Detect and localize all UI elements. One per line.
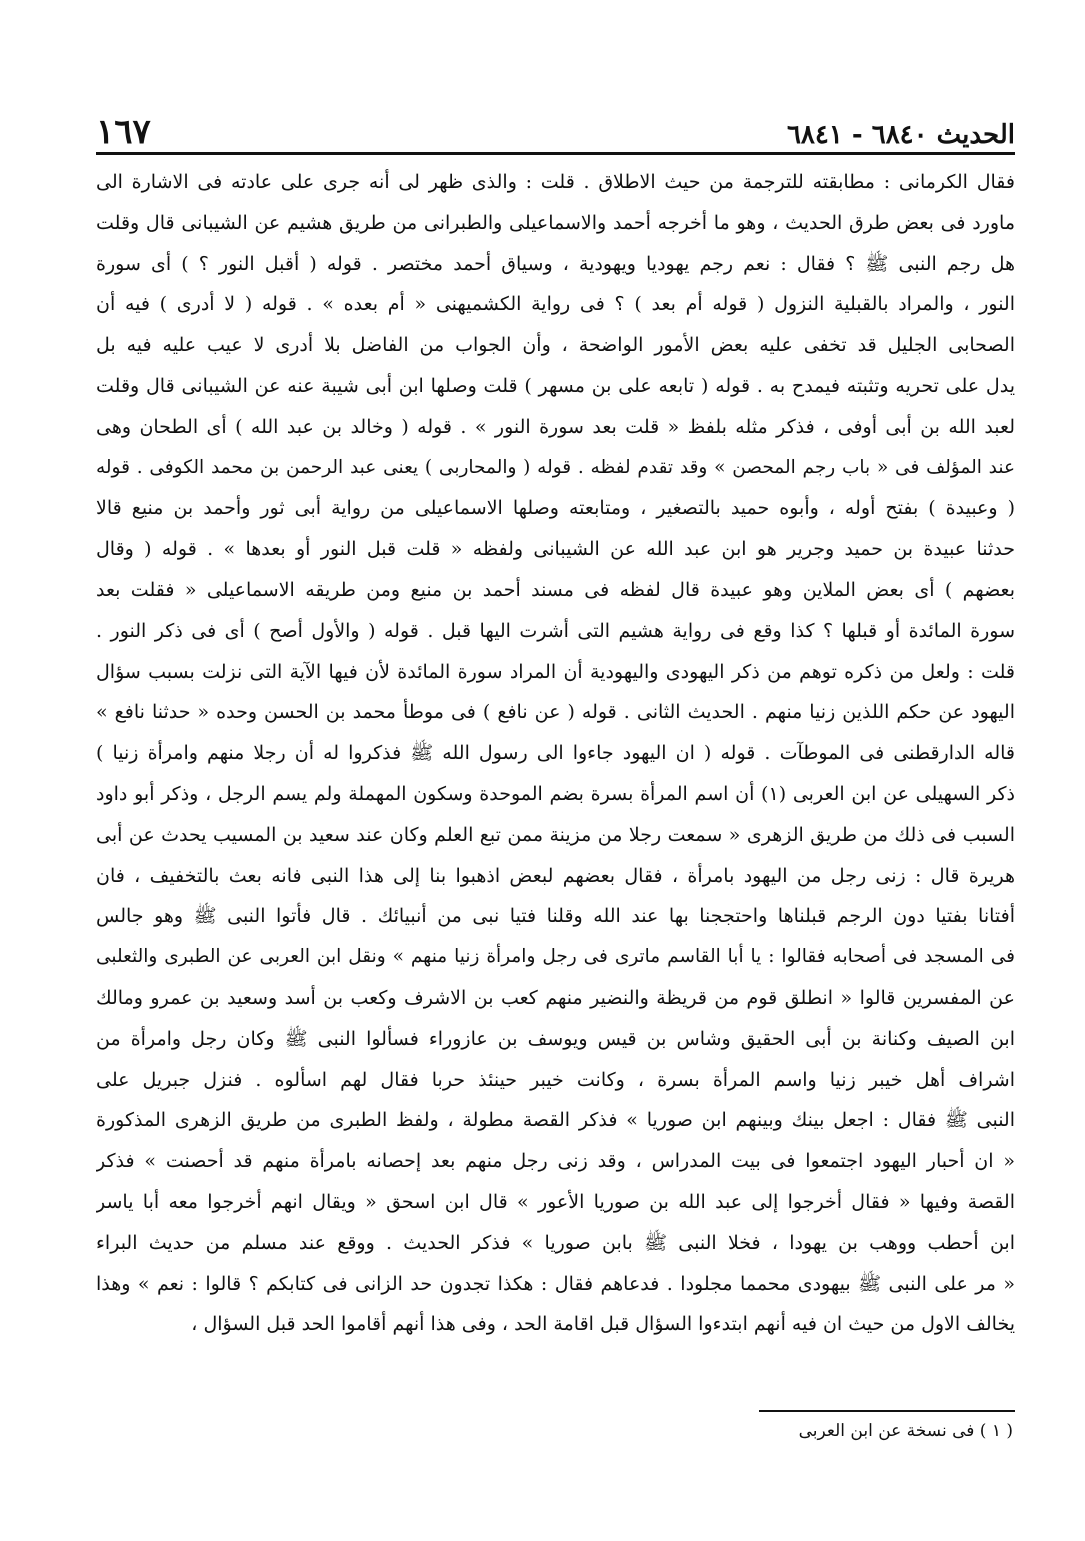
text-line: ابن أحطب ووهب بن يهودا ، فخلا النبى ﷺ بابن صوريا » فذكر الحديث . ووقع عند مسلم من حديث البراء — [96, 1231, 1015, 1254]
page-header — [96, 108, 1015, 152]
text-line: فقال الكرمانى : مطابقته للترجمة من حيث الاطلاق . قلت : والذى ظهر لى أنه جرى على عادته فى الاشارة الى — [96, 171, 1015, 193]
footnote: ( ١ ) فى نسخة عن ابن العربى — [798, 1421, 1013, 1441]
text-line: يخالف الاول من حيث ان فيه أنهم ابتدءوا السؤال قبل اقامة الحد ، وفى هذا أنهم أقاموا الحد قبل السؤال ، — [191, 1313, 1015, 1336]
text-line: النور ، والمراد بالقبلية النزول ( قوله أم بعد ) ؟ فى رواية الكشميهنى « أم بعده » . قوله ( لا أدرى ) فيه أن — [96, 293, 1015, 316]
text-line: اشراف أهل خيبر زنيا واسم المرأة بسرة ، وكانت خيبر حينئذ حربا فقال لهم اسألوه . فنزل جبريل على — [96, 1068, 1015, 1091]
text-line: عن المفسرين قالوا « انطلق قوم من قريظة والنضير منهم كعب بن الاشرف وكعب بن أسد وسعيد بن عمرو ومالك — [96, 986, 1015, 1009]
text-line: فى المسجد فى أصحابه فقالوا : يا أبا القاسم ماترى فى رجل وامرأة زنيا منهم » ونقل ابن العربى عن الطبرى والثعلبى — [96, 946, 1015, 968]
text-line: يدل على تحريه وتثبته فيمدح به . قوله ( تابعه على بن مسهر ) قلت وصلها ابن أبى شيبة عنه عن الشيبانى قال وقلت — [96, 374, 1015, 397]
text-line: ذكر السهيلى عن ابن العربى (١) أن اسم المرأة بسرة بضم الموحدة وسكون المهملة ولم يسم الرجل ، وذكر أبو داود — [96, 782, 1015, 805]
text-line: عند المؤلف فى « باب رجم المحصن » وقد تقدم لفظه . قوله ( والمحاربى ) يعنى عبد الرحمن بن محمد الكوفى . قوله — [96, 456, 1015, 478]
text-line: « مر على النبى ﷺ بيهودى محمما مجلودا . فدعاهم فقال : هكذا تجدون حد الزانى فى كتابكم ؟ قالوا : نعم » وهذا — [96, 1272, 1015, 1295]
text-line: القصة وفيها « فقال أخرجوا إلى عبد الله بن صوريا الأعور » قال ابن اسحق « ويقال انهم أخرجوا معه أبا ياسر — [96, 1190, 1015, 1213]
text-line: الصحابى الجليل قد تخفى عليه بعض الأمور الواضحة ، وأن الجواب من الفاضل بلا أدرى لا عيب عليه فيه بل — [96, 334, 1015, 357]
text-line: السبب فى ذلك من طريق الزهرى « سمعت رجلا من مزينة ممن تبع العلم وكان عند سعيد بن المسيب يحدث عن أبى — [96, 823, 1015, 846]
text-line: النبى ﷺ فقال : اجعل بينك وبينهم ابن صوريا » فذكر القصة مطولة ، ولفظ الطبرى من طريق الزهرى المذكورة — [96, 1109, 1015, 1132]
text-line: لعبد الله بن أبى أوفى ، فذكر مثله بلفظ « قلت بعد سورة النور » . قوله ( وخالد بن عبد الله ) أى الطحان وهى — [96, 415, 1015, 438]
text-line: حدثنا عبيدة بن حميد وجرير هو ابن عبد الله عن الشيبانى ولفظه « قلت قبل النور أو بعدها » . قوله ( وقال — [96, 538, 1015, 561]
header-rule — [96, 152, 1015, 155]
text-line: اليهود عن حكم اللذين زنيا منهم . الحديث الثانى . قوله ( عن نافع ) فى موطأ محمد بن الحسن وحده « حدثنا نافع » — [96, 701, 1015, 724]
text-line: سورة المائدة أو قبلها ؟ كذا وقع فى رواية هشيم التى أشرت اليها قبل . قوله ( والأول أصح ) أى فى ذكر النور . — [96, 619, 1015, 642]
text-line: بعضهم ) أى بعض الملاين وهو عبيدة قال لفظه فى مسند أحمد بن منيع ومن طريقه الاسماعيلى « فقلت بعد — [96, 578, 1015, 601]
text-line: قلت : ولعل من ذكره توهم من ذكر اليهودى واليهودية أن المراد سورة المائدة لأن فيها الآية التى نزلت بسبب سؤال — [96, 660, 1015, 683]
footnote-rule — [759, 1410, 1015, 1412]
text-line: ( وعبيدة ) بفتح أوله ، وأبوه حميد بالتصغير ، ومتابعته وصلها الاسماعيلى من رواية أبى ثور وأحمد بن منيع قالا — [96, 497, 1015, 520]
text-line: ابن الصيف وكنانة بن أبى الحقيق وشاس بن قيس ويوسف بن عازوراء فسألوا النبى ﷺ وكان رجل وامرأة من — [96, 1027, 1015, 1050]
running-title: الحديث ٦٨٤٠ - ٦٨٤١ — [786, 120, 1015, 150]
text-line: قاله الدارقطنى فى الموطآت . قوله ( ان اليهود جاءوا الى رسول الله ﷺ فذكروا له أن رجلا منهم وامرأة زنيا ) — [96, 742, 1015, 765]
text-line: هل رجم النبى ﷺ ؟ فقال : نعم رجم يهوديا ويهودية ، وسياق أحمد مختصر . قوله ( أقبل النور ؟ ) أى سورة — [96, 252, 1015, 275]
text-line: هريرة قال : زنى رجل من اليهود بامرأة ، فقال بعضهم لبعض اذهبوا بنا إلى هذا النبى فانه بعث بالتخفيف ، فان — [96, 864, 1015, 887]
text-line: « ان أحبار اليهود اجتمعوا فى بيت المدراس ، وقد زنى رجل منهم بعد إحصانه بامرأة منهم قد أحصنت » فذكر — [96, 1150, 1015, 1173]
page-number: ١٦٧ — [96, 112, 151, 152]
body-text — [96, 162, 1015, 1345]
text-line: ماورد فى بعض طرق الحديث ، وهو ما أخرجه أحمد والاسماعيلى والطبرانى من طريق هشيم عن الشيبانى قال وقلت — [96, 211, 1015, 234]
text-line: أفتانا بفتيا دون الرجم قبلناها واحتججنا بها عند الله وقلنا فتيا نبى من أنبيائك . قال فأتوا النبى ﷺ وهو جالس — [96, 905, 1015, 928]
